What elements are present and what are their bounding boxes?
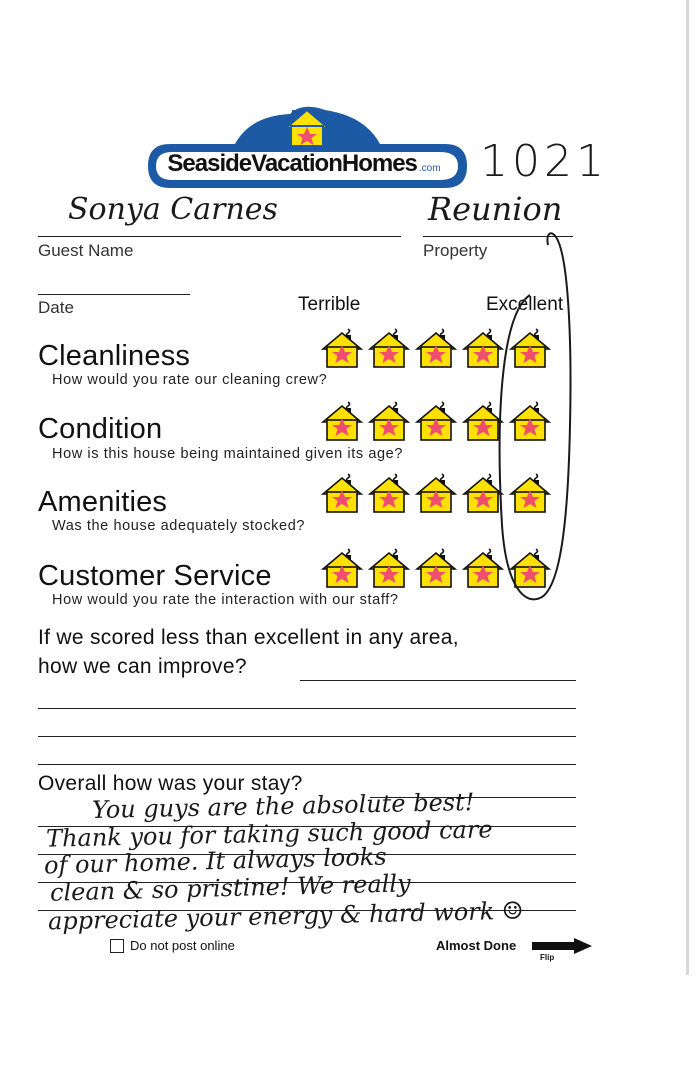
category-amenities: Amenities <box>38 486 168 518</box>
improve-line-1 <box>38 708 576 709</box>
guest-name-line <box>38 236 401 237</box>
scale-low-label: Terrible <box>298 294 361 315</box>
question-condition: How is this house being maintained given its age? <box>52 446 404 462</box>
do-not-post-label: Do not post online <box>130 938 235 953</box>
house-star-icon[interactable] <box>367 398 411 442</box>
brand-logo <box>140 96 475 196</box>
improve-line-3 <box>38 764 576 765</box>
house-star-icon[interactable] <box>414 325 458 369</box>
scale-high-label: Excellent <box>486 294 564 315</box>
guest-name-value: Sonya Carnes <box>68 192 278 227</box>
brand-name: SeasideVacationHomes <box>167 150 417 177</box>
guest-name-label: Guest Name <box>38 241 134 260</box>
flip-label: Flip <box>540 953 555 962</box>
house-star-icon[interactable] <box>414 545 458 589</box>
improve-line-0 <box>300 680 576 681</box>
overall-answer-line-0: You guys are the absolute best! <box>91 787 475 825</box>
brand-suffix: .com <box>418 163 441 174</box>
house-star-icon[interactable] <box>320 470 364 514</box>
improve-prompt-line2: how we can improve? <box>38 655 247 678</box>
date-line <box>38 294 190 295</box>
overall-answer-line-3: clean & so pristine! We really <box>49 869 411 907</box>
category-condition: Condition <box>38 413 163 445</box>
overall-answer-line-1: Thank you for taking such good care <box>45 815 493 853</box>
house-star-icon[interactable] <box>367 325 411 369</box>
improve-prompt-line1: If we scored less than excellent in any area, <box>38 626 459 649</box>
question-cleanliness: How would you rate our cleaning crew? <box>52 372 328 388</box>
property-label: Property <box>423 241 488 260</box>
handdrawn-selection-circle <box>490 225 580 610</box>
almost-done-label: Almost Done <box>436 938 517 953</box>
question-amenities: Was the house adequately stocked? <box>52 518 306 534</box>
page-edge <box>686 0 689 975</box>
house-star-icon[interactable] <box>367 545 411 589</box>
house-star-icon[interactable] <box>320 398 364 442</box>
question-customer-service: How would you rate the interaction with our staff? <box>52 592 399 608</box>
house-star-icon[interactable] <box>320 325 364 369</box>
house-star-icon[interactable] <box>367 470 411 514</box>
property-number: 1021 <box>480 136 608 187</box>
category-customer-service: Customer Service <box>38 560 272 592</box>
arrow-right-icon <box>532 938 592 954</box>
do-not-post-checkbox[interactable] <box>110 939 124 953</box>
overall-prompt: Overall how was your stay? <box>38 772 303 795</box>
overall-answer-line-4: appreciate your energy & hard work ☺ <box>47 896 524 936</box>
improve-line-2 <box>38 736 576 737</box>
date-label: Date <box>38 298 74 317</box>
house-star-icon[interactable] <box>320 545 364 589</box>
house-star-icon[interactable] <box>414 470 458 514</box>
overall-answer-line-2: of our home. It always looks <box>43 842 387 880</box>
house-star-icon[interactable] <box>414 398 458 442</box>
property-name-value: Reunion <box>428 190 563 228</box>
category-cleanliness: Cleanliness <box>38 340 191 372</box>
